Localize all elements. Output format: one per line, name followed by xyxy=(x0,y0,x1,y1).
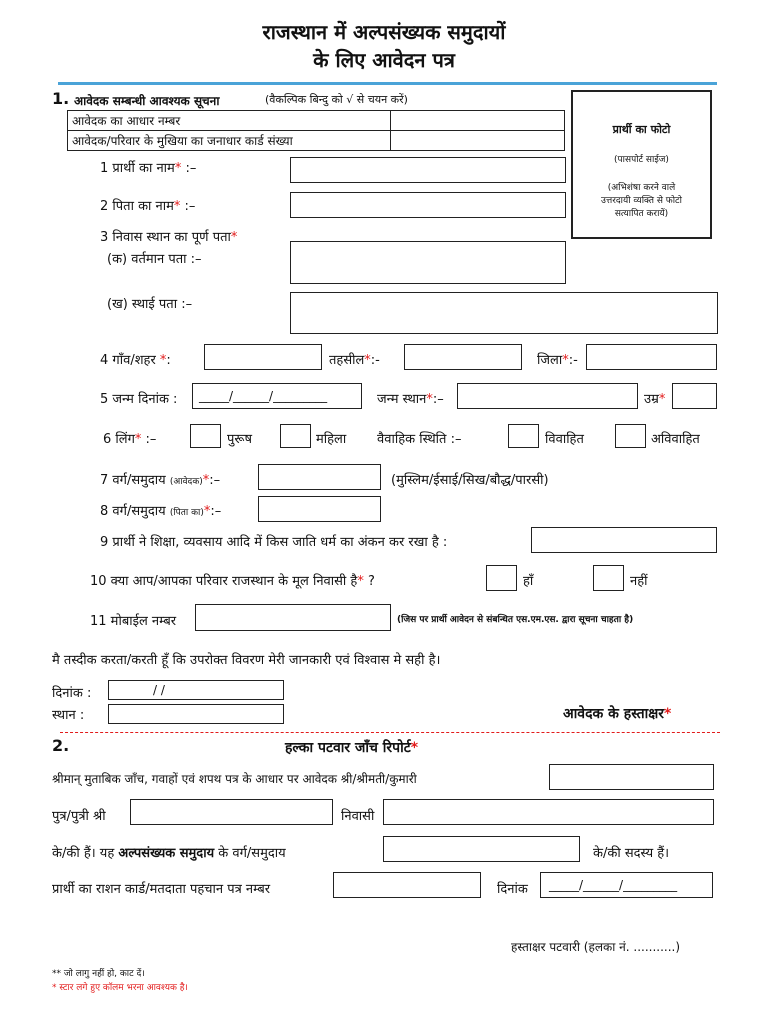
ration-card-input[interactable] xyxy=(333,872,481,898)
photo-size: (पासपोर्ट साईज) xyxy=(614,155,669,165)
table-row xyxy=(68,111,565,131)
janaadhar-label: आवेदक/परिवार के मुखिया का जनाधार कार्ड संख्या xyxy=(68,131,391,151)
male-label: पुरूष xyxy=(227,432,252,447)
native-no-label: नहीं xyxy=(630,574,648,589)
resident-label: निवासी xyxy=(341,809,375,824)
village-label: 4 गाँव/शहर *: xyxy=(100,353,171,368)
applicant-name-label: 1 प्रार्थी का नाम* :– xyxy=(100,161,197,176)
unmarried-checkbox[interactable] xyxy=(615,424,646,448)
photo-note1: (अभिशंषा करने वाले xyxy=(607,183,676,193)
mobile-note: (जिस पर प्रार्थी आवेदन से संबन्धित एस.एम.एस. द्वारा सूचना चाहता है) xyxy=(397,615,634,625)
community-input[interactable] xyxy=(383,836,580,862)
aadhar-label: आवेदक का आधार नम्बर xyxy=(68,111,391,131)
patwari-date-label: दिनांक xyxy=(497,882,528,897)
aadhar-input[interactable] xyxy=(391,111,565,131)
category-father-input[interactable] xyxy=(258,496,381,522)
photo-note2: उत्तरदायी व्यक्ति से फोटो xyxy=(601,196,682,206)
id-table xyxy=(67,110,565,151)
applicant-name-s2-input[interactable] xyxy=(549,764,714,790)
photo-title: प्रार्थी का फोटो xyxy=(612,123,671,136)
age-input[interactable] xyxy=(672,383,717,409)
parent-name-input[interactable] xyxy=(130,799,333,825)
permanent-address-label: (ख) स्थाई पता :– xyxy=(107,297,193,312)
ration-card-label: प्रार्थी का राशन कार्ड/मतदाता पहचान पत्र नम्बर xyxy=(52,882,271,897)
place-label: स्थान : xyxy=(52,708,85,723)
marital-status-label: वैवाहिक स्थिति :– xyxy=(377,432,462,447)
page-title-line2: के लिए आवेदन पत्र xyxy=(313,48,455,72)
mobile-label: 11 मोबाईल नम्बर xyxy=(90,614,177,629)
community-line: के/की हैं। यह अल्पसंख्यक समुदाय के वर्ग/समुदाय xyxy=(52,846,286,861)
applicant-name-input[interactable] xyxy=(290,157,566,183)
native-question: 10 क्या आप/आपका परिवार राजस्थान के मूल निवासी है* ? xyxy=(90,574,375,589)
male-checkbox[interactable] xyxy=(190,424,221,448)
patwari-date-format: _____/______/_________ xyxy=(549,878,678,892)
member-label: के/की सदस्य हैं। xyxy=(593,846,670,861)
age-label: उम्र* xyxy=(644,392,666,407)
father-name-input[interactable] xyxy=(290,192,566,218)
resident-input[interactable] xyxy=(383,799,714,825)
date-value: / / xyxy=(153,683,165,697)
janaadhar-input[interactable] xyxy=(391,131,565,151)
caste-question: 9 प्रार्थी ने शिक्षा, व्यवसाय आदि में किस जाति धर्म का अंकन कर रखा है : xyxy=(100,535,448,550)
current-address-label: (क) वर्तमान पता :– xyxy=(107,252,202,267)
section1-heading: आवेदक सम्बन्धी आवश्यक सूचना xyxy=(74,94,220,108)
declaration-text: मै तस्दीक करता/करती हूँ कि उपरोक्त विवरण मेरी जानकारी एवं विश्वास मे सही है। xyxy=(52,653,441,668)
date-label: दिनांक : xyxy=(52,686,92,701)
native-yes-checkbox[interactable] xyxy=(486,565,517,591)
father-name-label: 2 पिता का नाम* :– xyxy=(100,199,196,214)
district-label: जिला*:- xyxy=(537,353,578,368)
native-yes-label: हाँ xyxy=(523,574,534,589)
son-daughter-label: पुत्र/पुत्री श्री xyxy=(52,809,106,824)
communities-note: (मुस्लिम/ईसाई/सिख/बौद्ध/पारसी) xyxy=(391,473,549,488)
married-checkbox[interactable] xyxy=(508,424,539,448)
photo-note3: सत्यापित करायें) xyxy=(614,209,669,219)
footnote-strike: ** जो लागु नहीं हो, काट दें। xyxy=(52,969,145,979)
title-rule xyxy=(58,82,717,85)
caste-input[interactable] xyxy=(531,527,717,553)
section2-number: 2. xyxy=(52,736,70,755)
female-checkbox[interactable] xyxy=(280,424,311,448)
patwari-date-input[interactable] xyxy=(540,872,713,898)
date-input[interactable] xyxy=(108,680,284,700)
birthplace-input[interactable] xyxy=(457,383,638,409)
section1-number: 1. xyxy=(52,89,70,108)
footnote-required: * स्टार लगे हुए कॉलम भरना आवश्यक है। xyxy=(52,983,188,993)
native-no-checkbox[interactable] xyxy=(593,565,624,591)
address-label: 3 निवास स्थान का पूर्ण पता* xyxy=(100,230,238,245)
tehsil-label: तहसील*:- xyxy=(329,353,380,368)
birthplace-label: जन्म स्थान*:– xyxy=(377,392,444,407)
section-divider xyxy=(60,732,720,733)
photo-box[interactable] xyxy=(571,90,712,239)
permanent-address-input[interactable] xyxy=(290,292,718,334)
village-input[interactable] xyxy=(204,344,322,370)
patwari-line1: श्रीमान् मुताबिक जाँच, गवाहों एवं शपथ पत्र के आधार पर आवेदक श्री/श्रीमती/कुमारी xyxy=(52,772,417,786)
table-row xyxy=(68,131,565,151)
female-label: महिला xyxy=(316,432,347,447)
dob-label: 5 जन्म दिनांक : xyxy=(100,392,178,407)
gender-label: 6 लिंग* :– xyxy=(103,432,157,447)
applicant-signature-label: आवेदक के हस्ताक्षर* xyxy=(563,706,672,722)
category-applicant-input[interactable] xyxy=(258,464,381,490)
current-address-input[interactable] xyxy=(290,241,566,284)
married-label: विवाहित xyxy=(545,432,584,447)
tehsil-input[interactable] xyxy=(404,344,522,370)
page-title-line1: राजस्थान में अल्पसंख्यक समुदायों xyxy=(262,20,506,44)
section2-heading: हल्का पटवार जाँच रिपोर्ट* xyxy=(285,740,419,756)
mobile-input[interactable] xyxy=(195,604,391,631)
category-applicant-label: 7 वर्ग/समुदाय (आवेदक)*:– xyxy=(100,473,221,488)
district-input[interactable] xyxy=(586,344,717,370)
patwari-signature-label: हस्ताक्षर पटवारी (हलका नं. ...........) xyxy=(511,940,681,954)
category-father-label: 8 वर्ग/समुदाय (पिता का)*:– xyxy=(100,504,222,519)
dob-format: _____/______/_________ xyxy=(199,389,328,403)
section1-heading-note: (वैकल्पिक बिन्दु को √ से चयन करें) xyxy=(265,93,408,106)
dob-input[interactable] xyxy=(192,383,362,409)
unmarried-label: अविवाहित xyxy=(651,432,700,447)
place-input[interactable] xyxy=(108,704,284,724)
